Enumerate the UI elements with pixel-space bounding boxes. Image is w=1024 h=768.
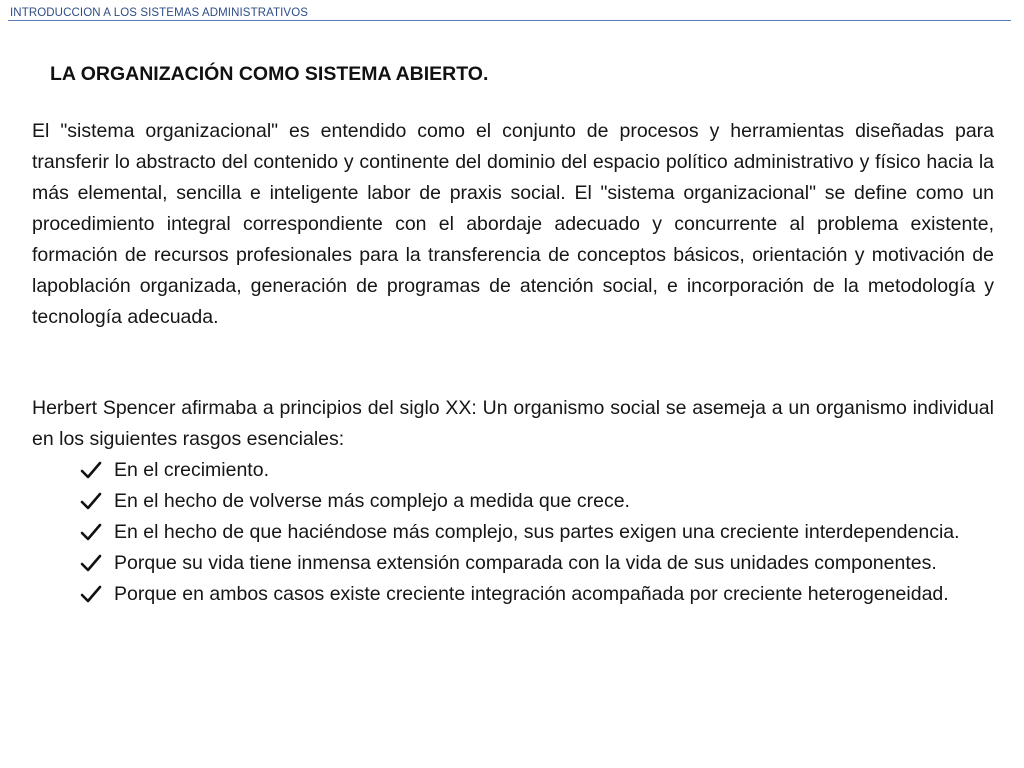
list-item-text: En el crecimiento. [114, 459, 269, 481]
check-list [80, 455, 960, 610]
checkmark-icon [80, 552, 102, 574]
list-item [80, 486, 960, 517]
list-item [80, 517, 960, 548]
checkmark-icon [80, 521, 102, 543]
body-paragraph-1: El "sistema organizacional" es entendido como el conjunto de procesos y herramientas diseñadas para transferir lo abstracto del contenido y continente del dominio del espacio político administrativo y físico hacia la más elemental, sencilla e inteligente labor de praxis social. El "sistema organizacional" se define como un procedimiento integral correspondiente con el abordaje adecuado y concurrente al problema existente, formación de recursos profesionales para la transferencia de conceptos básicos, orientación y motivación de lapoblación organizada, generación de programas de atención social, e incorporación de la metodología y tecnología adecuada. [32, 120, 994, 328]
body-paragraph-2: Herbert Spencer afirmaba a principios del siglo XX: Un organismo social se asemeja a un organismo individual en los siguientes rasgos esenciales: [32, 397, 994, 450]
list-item-text: En el hecho de que haciéndose más complejo, sus partes exigen una creciente interdependencia. [114, 521, 960, 543]
slide-header [0, 0, 1024, 22]
checkmark-icon [80, 583, 102, 605]
slide-title: LA ORGANIZACIÓN COMO SISTEMA ABIERTO. [50, 63, 489, 85]
list-item-text: En el hecho de volverse más complejo a medida que crece. [114, 490, 630, 512]
header-title: INTRODUCCION A LOS SISTEMAS ADMINISTRATIVOS [10, 7, 309, 19]
header-divider [8, 20, 1011, 21]
list-item [80, 548, 960, 579]
list-item-text: Porque su vida tiene inmensa extensión comparada con la vida de sus unidades componentes. [114, 552, 937, 574]
list-item [80, 579, 960, 610]
checkmark-icon [80, 490, 102, 512]
checkmark-icon [80, 459, 102, 481]
list-item-text: Porque en ambos casos existe creciente integración acompañada por creciente heterogeneidad. [114, 583, 949, 605]
list-item [80, 455, 960, 486]
